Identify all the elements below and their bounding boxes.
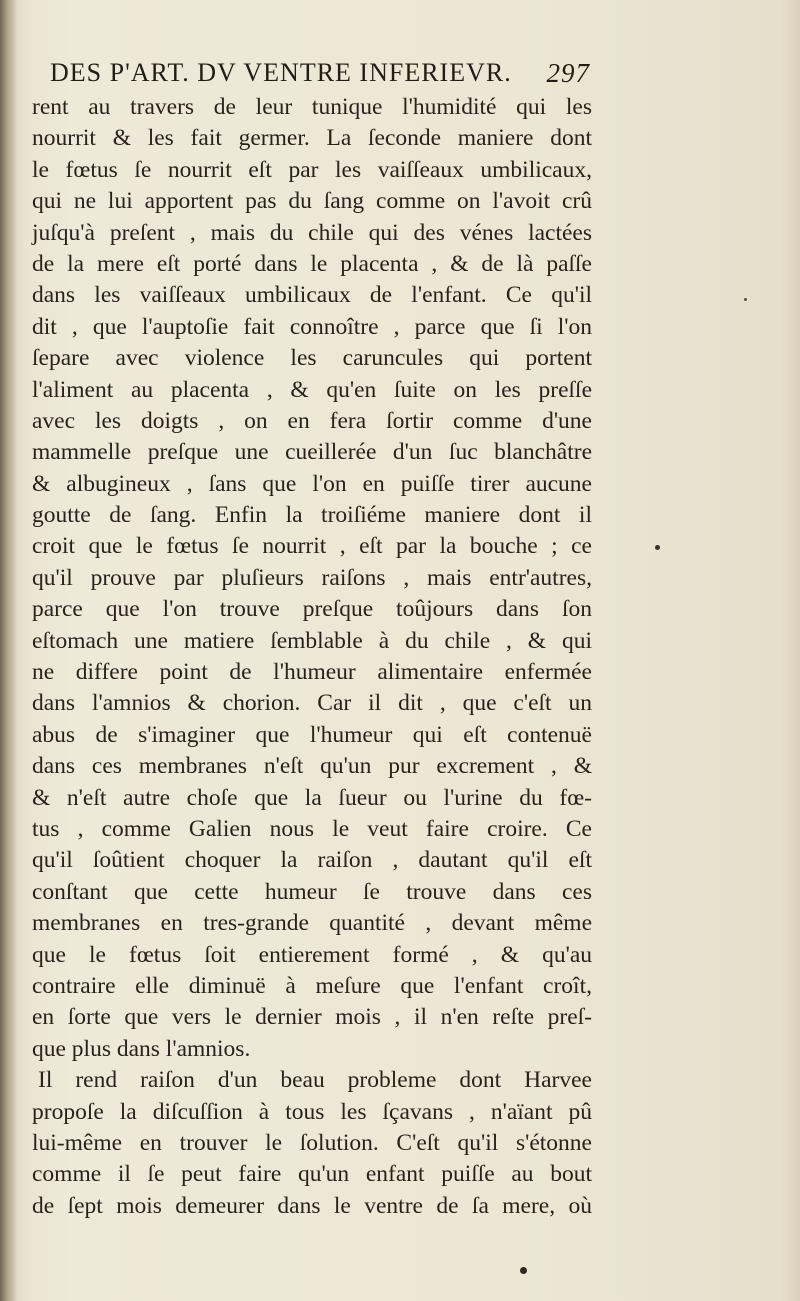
- text-line: avec les doigts , on en fera ſortir comme d'une: [32, 407, 592, 434]
- text-line: comme il ſe peut faire qu'un enfant puiſſe au bout: [32, 1161, 592, 1188]
- running-title: DES P'ART. DV VENTRE INFERIEVR.: [50, 58, 512, 87]
- text-line: membranes en tres-grande quantité , devant même: [32, 910, 592, 937]
- text-line: l'aliment au placenta , & qu'en ſuite on les preſſe: [32, 376, 592, 403]
- paragraph-start-line: Il rend raiſon d'un beau probleme dont Harvee: [38, 1067, 592, 1094]
- text-line: dans les vaiſſeaux umbilicaux de l'enfant. Ce qu'il: [32, 282, 592, 309]
- text-line: propoſe la diſcuſſion à tous les ſçavans , n'aïant pû: [32, 1098, 592, 1125]
- text-line: ne differe point de l'humeur alimentaire enfermée: [32, 659, 592, 686]
- text-line: dans l'amnios & chorion. Car il dit , que c'eſt un: [32, 690, 592, 717]
- text-line: rent au travers de leur tunique l'humidité qui les: [32, 94, 592, 120]
- text-line: tus , comme Galien nous le veut faire croire. Ce: [32, 815, 592, 842]
- text-line: que le fœtus ſoit entierement formé , & qu'au: [32, 941, 592, 968]
- text-line: de la mere eſt porté dans le placenta , & de là paſſe: [32, 250, 592, 277]
- printer-mark: [520, 1267, 527, 1274]
- text-line: contraire elle diminuë à meſure que l'enfant croît,: [32, 972, 592, 999]
- text-line: qui ne lui apportent pas du ſang comme on l'avoit crû: [32, 188, 592, 215]
- text-line: croit que le fœtus ſe nourrit , eſt par la bouche ; ce: [32, 533, 592, 560]
- text-line: ſepare avec violence les caruncules qui portent: [32, 345, 592, 372]
- paragraph-end-line: que plus dans l'amnios.: [32, 1035, 251, 1062]
- text-line: & albugineux , ſans que l'on en puiſſe tirer aucune: [32, 470, 592, 497]
- text-line: de ſept mois demeurer dans le ventre de ſa mere, où: [32, 1192, 592, 1219]
- text-line: mammelle preſque une cueillerée d'un ſuc blanchâtre: [32, 439, 592, 466]
- text-line: juſqu'à preſent , mais du chile qui des vénes lactées: [32, 219, 592, 246]
- text-line: qu'il ſoûtient choquer la raiſon , dautant qu'il eſt: [32, 847, 592, 874]
- text-line: parce que l'on trouve preſque toûjours dans ſon: [32, 596, 592, 623]
- text-line: nourrit & les fait germer. La ſeconde maniere dont: [32, 125, 592, 152]
- text-line: goutte de ſang. Enfin la troiſiéme maniere dont il: [32, 502, 592, 529]
- page-number: 297: [546, 58, 590, 88]
- text-line: abus de s'imaginer que l'humeur qui eſt contenuë: [32, 721, 592, 748]
- running-header: [50, 56, 590, 92]
- text-line: le fœtus ſe nourrit eſt par les vaiſſeaux umbilicaux,: [32, 156, 592, 183]
- body-text: [32, 92, 592, 1222]
- text-line: conſtant que cette humeur ſe trouve dans ces: [32, 878, 592, 905]
- ink-spot: [744, 298, 747, 301]
- text-line: en ſorte que vers le dernier mois , il n'en reſte preſ-: [32, 1004, 592, 1031]
- spine-shadow: [0, 0, 18, 1301]
- text-line: eſtomach une matiere ſemblable à du chile , & qui: [32, 627, 592, 654]
- text-line: dans ces membranes n'eſt qu'un pur excrement , &: [32, 753, 592, 780]
- ink-spot: [655, 545, 660, 550]
- text-line: & n'eſt autre choſe que la ſueur ou l'urine du fœ-: [32, 784, 592, 811]
- text-line: lui-même en trouver le ſolution. C'eſt qu'il s'étonne: [32, 1129, 592, 1156]
- text-line: qu'il prouve par pluſieurs raiſons , mais entr'autres,: [32, 564, 592, 591]
- text-line: dit , que l'auptoſie fait connoître , parce que ſi l'on: [32, 313, 592, 340]
